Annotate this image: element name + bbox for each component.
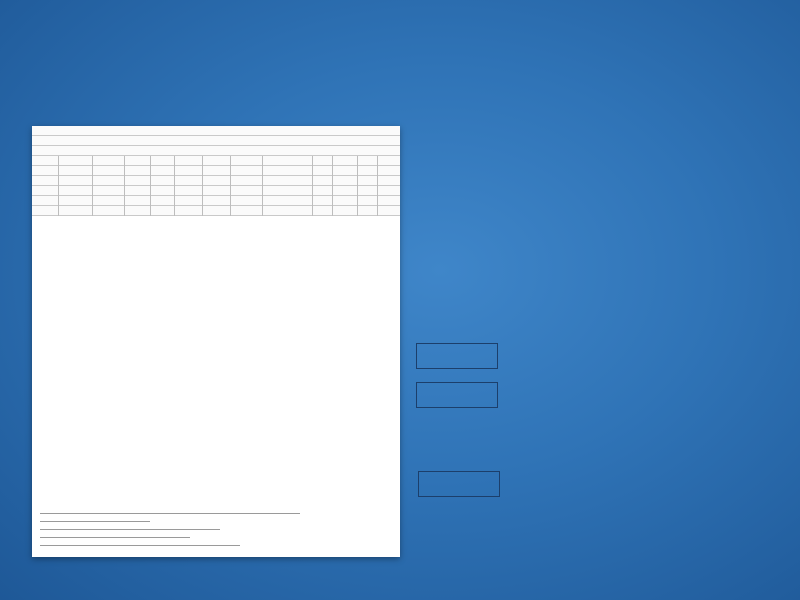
document-header [32,126,400,216]
legend-swatch-green [416,343,498,369]
document-footer [32,507,400,557]
legend-swatch-yellow [416,382,498,408]
document-thumbnail [32,126,400,557]
legend-swatch-red [418,471,500,497]
